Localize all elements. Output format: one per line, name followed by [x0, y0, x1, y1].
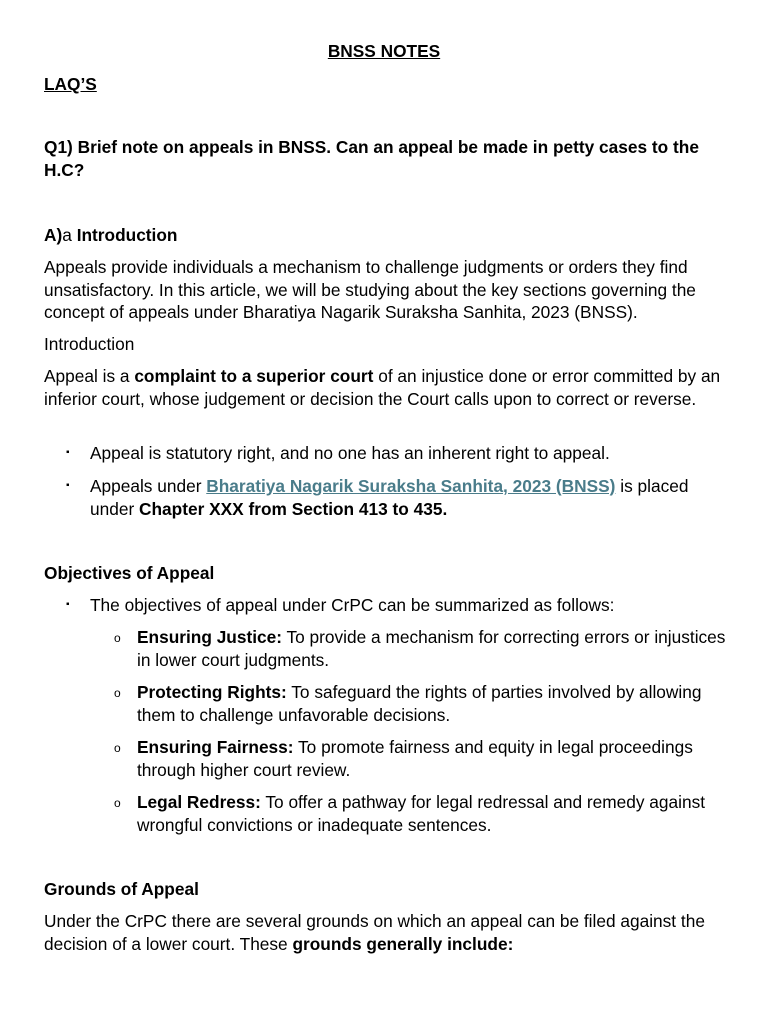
sub-list-item	[44, 736, 724, 781]
intro-label: Introduction	[44, 334, 135, 354]
document-title: BNSS NOTES	[327, 41, 441, 61]
circle-bullet-icon: o	[114, 741, 121, 755]
sub-bullet-body: To safeguard the rights of parties involved by allowing them to challenge unfavorable decisions.	[137, 682, 702, 725]
appeal-def-after: of an injustice done or error committed by an inferior court, whose judgement or decision the Court calls upon to correct or reverse.	[44, 366, 721, 409]
square-bullet-icon: ▪	[66, 599, 70, 610]
bullet-text: Appeal is statutory right, and no one has an inherent right to appeal.	[90, 443, 610, 463]
appeal-def-before: Appeal is a	[44, 366, 135, 386]
sub-bullet-label: Ensuring Fairness:	[137, 737, 294, 757]
grounds-heading: Grounds of Appeal	[44, 879, 199, 899]
intro-paragraph: Appeals provide individuals a mechanism to challenge judgments or orders they find unsatisfactory. In this article, we will be studying about the key sections governing the concept of appeals under Bharatiya Nagarik Suraksha Sanhita, 2023 (BNSS).	[44, 257, 696, 322]
sub-list-item	[44, 681, 724, 726]
bnss-link[interactable]: Bharatiya Nagarik Suraksha Sanhita, 2023 (BNSS)	[206, 476, 616, 496]
bullet-text-middle: is placed under	[90, 476, 689, 519]
bullet-text-bold: Chapter XXX from Section 413 to 435.	[139, 498, 448, 519]
sub-list-item	[44, 626, 724, 671]
list-item	[44, 594, 724, 617]
section-subtitle: LAQ’S	[44, 74, 97, 94]
grounds-bold: grounds generally include:	[292, 933, 514, 954]
sub-bullet-body: To promote fairness and equity in legal proceedings through higher court review.	[137, 737, 693, 780]
appeal-definition	[44, 365, 724, 410]
sub-bullet-body: To provide a mechanism for correcting errors or injustices in lower court judgments.	[137, 627, 726, 670]
objectives-heading: Objectives of Appeal	[44, 563, 215, 583]
sub-list-item	[44, 791, 724, 836]
sub-bullet-body: To offer a pathway for legal redressal and remedy against wrongful convictions or inadequate sentences.	[137, 792, 706, 835]
circle-bullet-icon: o	[114, 631, 121, 645]
bullet-text: The objectives of appeal under CrPC can be summarized as follows:	[90, 595, 615, 615]
circle-bullet-icon: o	[114, 796, 121, 810]
sub-bullet-text	[137, 626, 727, 671]
appeal-def-bold: complaint to a superior court	[134, 366, 374, 386]
sub-bullet-label: Legal Redress:	[137, 792, 261, 812]
sub-bullet-text	[137, 791, 727, 836]
answer-prefix-small: a	[62, 225, 72, 245]
sub-bullet-label: Protecting Rights:	[137, 682, 287, 702]
answer-prefix: A)	[44, 225, 63, 245]
sub-bullet-label: Ensuring Justice:	[137, 627, 283, 647]
answer-heading-label: Introduction	[76, 225, 178, 245]
bullet-text-before: Appeals under	[90, 476, 207, 496]
sub-bullet-text	[137, 736, 727, 781]
answer-heading	[44, 224, 724, 247]
circle-bullet-icon: o	[114, 686, 121, 700]
grounds-paragraph	[44, 910, 724, 955]
question-heading: Q1) Brief note on appeals in BNSS. Can an appeal be made in petty cases to the H.C?	[44, 137, 699, 180]
bullet-text	[90, 475, 722, 520]
list-item	[44, 475, 724, 520]
square-bullet-icon: ▪	[66, 447, 70, 458]
sub-bullet-text	[137, 681, 727, 726]
square-bullet-icon: ▪	[66, 480, 70, 491]
list-item	[44, 442, 724, 465]
grounds-before: Under the CrPC there are several grounds on which an appeal can be filed against the decision of a lower court. These	[44, 911, 705, 954]
